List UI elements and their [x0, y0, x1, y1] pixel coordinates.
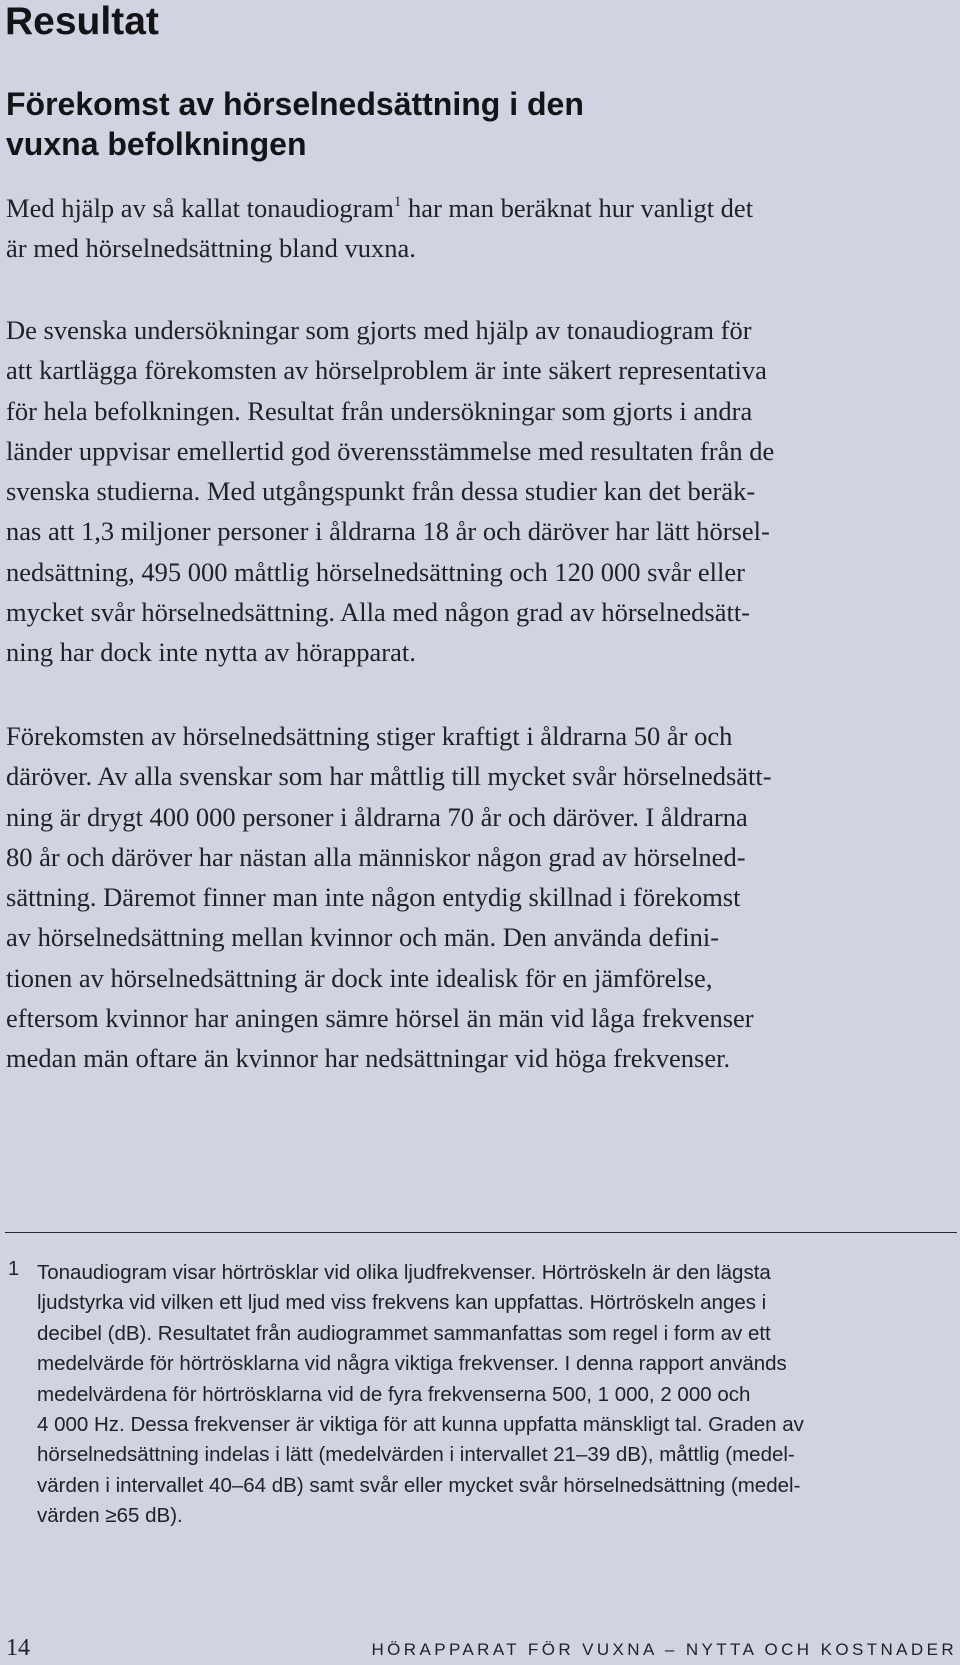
subsection-heading-line-2: vuxna befolkningen — [6, 126, 307, 162]
subsection-heading — [6, 84, 706, 164]
footnote-number: 1 — [8, 1258, 20, 1280]
footnote-divider — [5, 1232, 957, 1233]
paragraph-2: De svenska undersökningar som gjorts med hjälp av tonaudiogram för att kartlägga förekomsten av hörselproblem är inte säkert representativa för hela befolkningen. Resultat från undersökningar som gjorts i andra länder uppvisar emellertid god överensstämmelse med resultaten från de svenska studierna. Med utgångspunkt från dessa studier kan det beräk- nas att 1,3 miljoner personer i åldrarna 18 år och däröver har lätt hörsel- nedsättning, 495 000 måttlig hörselnedsättning och 120 000 svår eller mycket svår hörselnedsättning. Alla med någon grad av hörselnedsätt- ning har dock inte nytta av hörapparat. — [6, 315, 775, 668]
page-number: 14 — [6, 1635, 30, 1661]
paragraph-1-text-start: Med hjälp av så kallat tonaudiogram — [6, 193, 394, 223]
section-heading: Resultat — [5, 0, 159, 43]
running-footer: HÖRAPPARAT FÖR VUXNA – NYTTA OCH KOSTNADER — [371, 1640, 957, 1659]
footnote-text: Tonaudiogram visar hörtrösklar vid olika ljudfrekvenser. Hörtröskeln är den lägsta ljudstyrka vid vilken ett ljud med viss frekvens kan uppfattas. Hörtröskeln anges i decibel (dB). Resultatet från audiogrammet sammanfattas som regel i form av ett medelvärde för hörtrösklarna vid några viktiga frekvenser. I denna rapport används medelvärdena för hörtrösklarna vid de fyra frekvenserna 500, 1 000, 2 000 och 4 000 Hz. Dessa frekvenser är viktiga för att kunna uppfatta mänskligt tal. Graden av hörselnedsättning indelas i lätt (medelvärden i intervallet 21–39 dB), måttlig (medel- värden i intervallet 40–64 dB) samt svår eller mycket svår hörselnedsättning (medel- värden ≥65 dB). — [37, 1261, 804, 1528]
paragraph-1 — [6, 188, 946, 269]
paragraph-3: Förekomsten av hörselnedsättning stiger kraftigt i åldrarna 50 år och däröver. Av alla svenskar som har måttlig till mycket svår hörselnedsätt- ning är drygt 400 000 personer i åldrarna 70 år och däröver. I åldrarna 80 år och däröver har nästan alla människor någon grad av hörselned- sättning. Däremot finner man inte någon entydig skillnad i förekomst av hörselnedsättning mellan kvinnor och män. Den använda defini- tionen av hörselnedsättning är dock inte idealisk för en jämförelse, eftersom kvinnor har aningen sämre hörsel än män vid låga frekvenser medan män oftare än kvinnor har nedsättningar vid höga frekvenser. — [6, 721, 772, 1074]
subsection-heading-line-1: Förekomst av hörselnedsättning i den — [6, 86, 584, 122]
paragraph-1-text-end: har man beräknat hur vanligt det är med hörselnedsättning bland vuxna. — [6, 193, 754, 264]
footnote-reference: 1 — [393, 194, 402, 210]
